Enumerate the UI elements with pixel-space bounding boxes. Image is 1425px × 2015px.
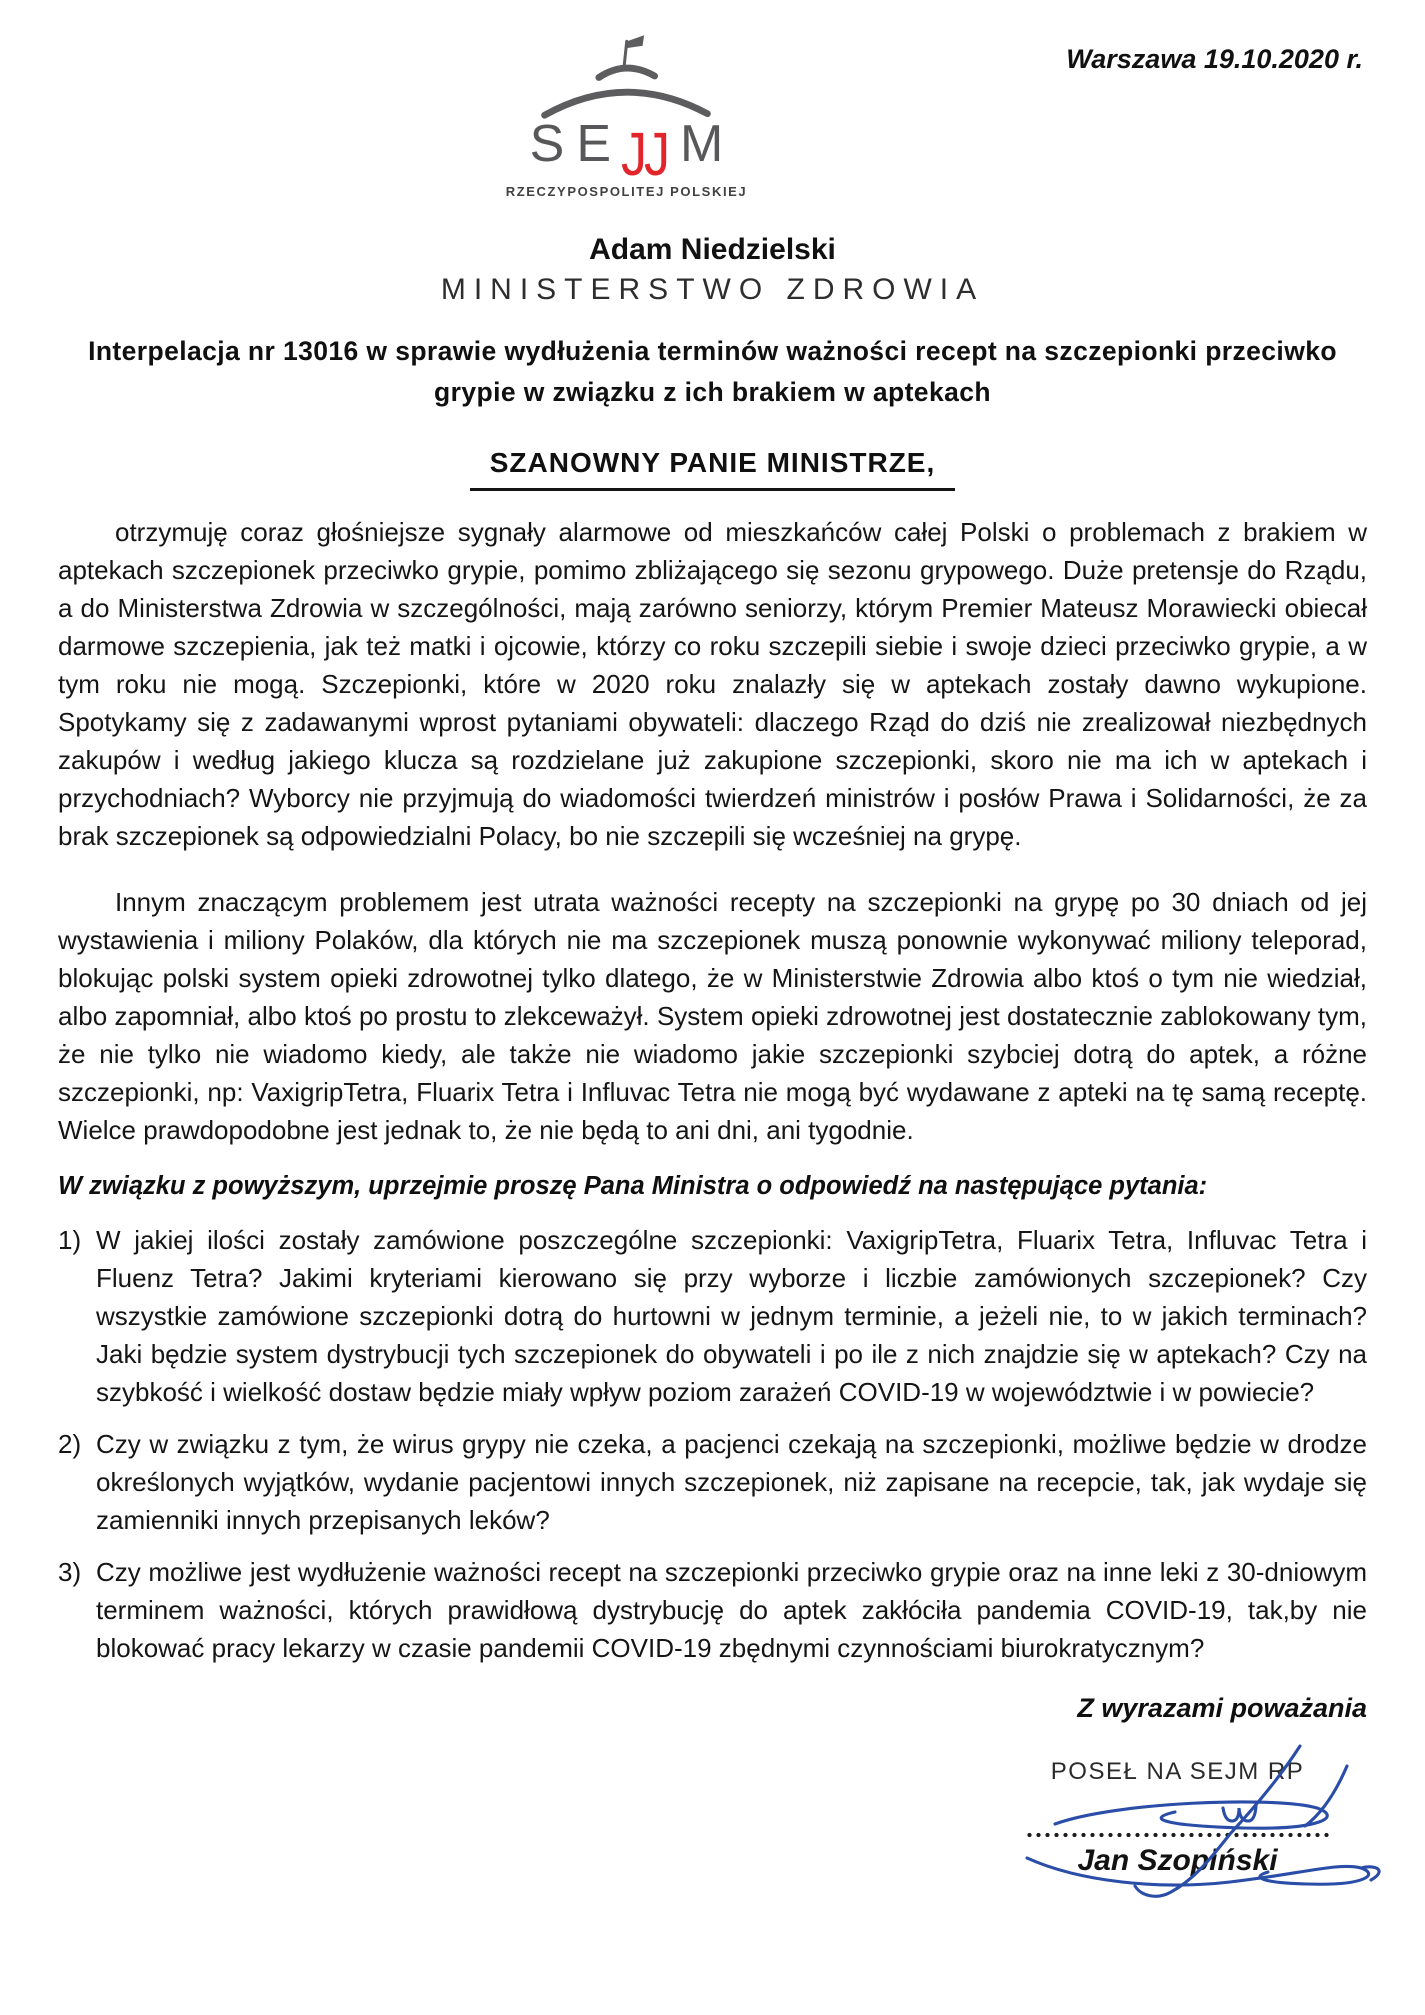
recipient-organization: MINISTERSTWO ZDROWIA — [440, 273, 985, 306]
request-line: W związku z powyższym, uprzejmie proszę Pana Ministra o odpowiedź na następujące pytania: — [58, 1172, 1208, 1200]
sejm-logo — [506, 30, 748, 199]
signature-name: Jan Szopiński — [1077, 1844, 1278, 1877]
logo-letter-e: E — [576, 115, 612, 173]
question-item-2 — [58, 1425, 1367, 1539]
logo-letter-j2: J — [644, 120, 671, 190]
question-text: W jakiej ilości zostały zamówione poszczególne szczepionki: VaxigripTetra, Fluarix Tetra, Influvac Tetra i Fluenz Tetra? Jakimi kryteriami kierowano się przy wyborze i liczbie zamówionych szczepionek? Czy wszystkie zamówione szczepionki dotrą do hurtowni w jednym terminie, a jeżeli nie, to w jakich terminach? Jaki będzie system dystrybucji tych szczepionek do obywateli i po ile z nich znajdzie się w aptekach? Czy na szybkość i wielkość dostaw będzie miały wpływ poziom zarażeń COVID-19 w województwie i w powiecie? — [96, 1225, 1367, 1407]
sejm-wordmark — [506, 115, 748, 190]
body-paragraph-1: otrzymuję coraz głośniejsze sygnały alarmowe od mieszkańców całej Polski o problemach z brakiem w aptekach szczepionek przeciwko grypie, pomimo zbliżającego się sezonu grypowego. Duże pretensje do Rządu, a do Ministerstwa Zdrowia w szczególności, mają zarówno seniorzy, którym Premier Mateusz Morawiecki obiecał darmowe szczepienia, jak też matki i ojcowie, którzy co roku szczepili siebie i swoje dzieci przeciwko grypie, a w tym roku nie mogą. Szczepionki, które w 2020 roku znalazły się w aptekach zostały dawno wykupione. Spotykamy się z zadawanymi wprost pytaniami obywateli: dlaczego Rząd do dziś nie zrealizował niezbędnych zakupów i według jakiego klucza są rozdzielane już zakupione szczepionki, skoro nie ma ich w aptekach i przychodniach? Wyborcy nie przyjmują do wiadomości twierdzeń ministrów i posłów Prawa i Solidarności, że za brak szczepionek są odpowiedzialni Polacy, bo nie szczepili się wcześniej na grypę. — [58, 517, 1367, 851]
signature-role: POSEŁ NA SEJM RP — [1050, 1758, 1305, 1785]
question-number: 3) — [58, 1557, 82, 1587]
question-list — [58, 1221, 1367, 1667]
question-number: 1) — [58, 1225, 82, 1255]
subject-line: Interpelacja nr 13016 w sprawie wydłużenia terminów ważności recept na szczepionki przeciwko grypie w związku z ich brakiem w aptekach — [88, 336, 1337, 407]
question-item-1 — [58, 1221, 1367, 1411]
logo-red-jj — [621, 116, 671, 190]
logo-subtitle: RZECZYPOSPOLITEJ POLSKIEJ — [505, 184, 748, 199]
signature-dotted-line — [1025, 1832, 1330, 1838]
signature-block — [1025, 1758, 1330, 1878]
closing-phrase: Z wyrazami poważania — [1077, 1693, 1367, 1723]
body-paragraph-2: Innym znaczącym problemem jest utrata ważności recepty na szczepionki na grypę po 30 dniach od jej wystawienia i miliony Polaków, dla których nie ma szczepionek muszą ponownie wykonywać miliony teleporad, blokując polski system opieki zdrowotnej tylko dlatego, że w Ministerstwie Zdrowia albo ktoś o tym nie wiedział, albo zapomniał, albo ktoś po prostu to zlekceważył. System opieki zdrowotnej jest dostatecznie zablokowany tym, że nie tylko nie wiadomo kiedy, ale także nie wiadomo jakie szczepionki szybciej dotrą do aptek, a różne szczepionki, np: VaxigripTetra, Fluarix Tetra i Influvac Tetra nie mogą być wydawane z apteki na tę samą receptę. Wielce prawdopodobne jest jednak to, że nie będą to ani dni, ani tygodnie. — [58, 887, 1367, 1145]
sejm-dome-icon — [528, 30, 724, 122]
logo-letter-m: M — [680, 115, 724, 173]
logo-letter-j1: J — [621, 120, 648, 190]
question-item-3 — [58, 1553, 1367, 1667]
recipient-block — [58, 233, 1367, 307]
salutation: SZANOWNY PANIE MINISTRZE, — [470, 447, 956, 491]
letter-date: Warszawa 19.10.2020 r. — [1066, 44, 1363, 74]
salutation-wrap — [58, 447, 1367, 491]
logo-letter-s: S — [529, 115, 565, 173]
question-text: Czy w związku z tym, że wirus grypy nie czeka, a pacjenci czekają na szczepionki, możliwe będzie w drodze określonych wyjątków, wydanie pacjentowi innych szczepionek, niż zapisane na recepcie, tak, jak wydaje się zamienniki innych przepisanych leków? — [96, 1429, 1367, 1535]
recipient-name: Adam Niedzielski — [589, 233, 836, 266]
question-text: Czy możliwe jest wydłużenie ważności recept na szczepionki przeciwko grypie oraz na inne leki z 30-dniowym terminem ważności, których prawidłową dystrybucję do aptek zakłóciła pandemia COVID-19, tak,by nie blokować pracy lekarzy w czasie pandemii COVID-19 zbędnymi czynnościami biurokratycznym? — [96, 1557, 1367, 1663]
question-number: 2) — [58, 1429, 82, 1459]
